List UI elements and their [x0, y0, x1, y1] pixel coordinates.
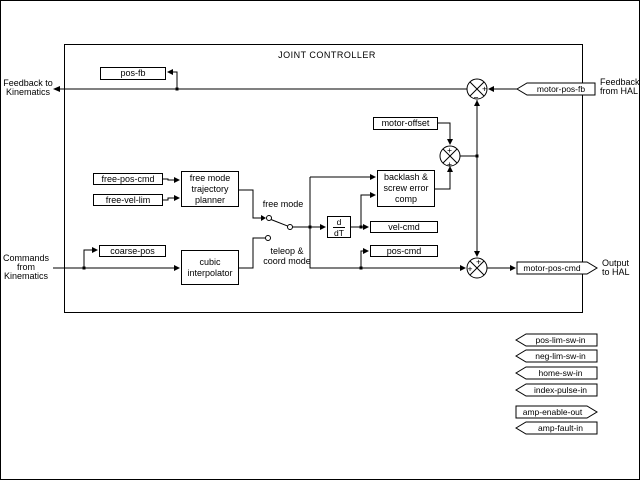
connector-lines — [53, 72, 517, 268]
mode-switch — [266, 216, 293, 241]
block-pos-cmd: pos-cmd — [370, 245, 438, 257]
summing-junction-signs — [447, 85, 487, 274]
switch-contact-free — [267, 216, 272, 221]
arrowheads — [53, 69, 516, 271]
hal-tag-motor-pos-fb: motor-pos-fb — [536, 84, 586, 94]
block-motor-offset: motor-offset — [373, 117, 438, 130]
feedback-sum-minus: − — [473, 93, 479, 102]
switch-contact-teleop — [266, 236, 271, 241]
hal-tag-home-sw-in: home-sw-in — [538, 368, 583, 378]
block-backlash-comp: backlash & screw error comp — [377, 170, 435, 207]
label-feedback-to-kinematics: Feedback to Kinematics — [3, 78, 53, 97]
block-vel-cmd: vel-cmd — [370, 221, 438, 233]
block-pos-fb: pos-fb — [100, 67, 166, 80]
hal-tag-pos-lim-sw-in: pos-lim-sw-in — [535, 335, 586, 345]
hal-tag-index-pulse-in: index-pulse-in — [534, 385, 587, 395]
hal-tag-amp-enable-out: amp-enable-out — [522, 407, 583, 417]
feedback-sum-plus: + — [482, 84, 487, 94]
label-output-to-hal: Output to HAL — [602, 258, 630, 277]
label-feedback-from-hal: Feedback from HAL — [600, 77, 640, 96]
block-trajectory-planner: free mode trajectory planner — [181, 171, 239, 207]
offset-sum-plus-bottom: + — [447, 160, 452, 169]
block-free-vel-lim: free-vel-lim — [93, 194, 163, 206]
hal-tag-neg-lim-sw-in: neg-lim-sw-in — [535, 351, 586, 361]
block-free-pos-cmd: free-pos-cmd — [93, 173, 163, 185]
label-commands-from-kinematics: Commands from Kinematics — [2, 253, 49, 281]
block-cubic-interpolator: cubic interpolator — [181, 250, 239, 285]
block-coarse-pos: coarse-pos — [99, 245, 166, 257]
label-free-mode: free mode — [262, 199, 304, 209]
diagram-title: JOINT CONTROLLER — [278, 50, 376, 60]
offset-sum-plus-top: + — [447, 146, 452, 155]
switch-wiper — [271, 220, 288, 227]
hal-tag-motor-pos-cmd: motor-pos-cmd — [523, 263, 581, 273]
derivative-denominator: dT — [334, 227, 344, 238]
label-teleop-coord-mode: teleop & coord mode — [263, 246, 311, 266]
block-derivative — [327, 216, 351, 238]
switch-pole — [288, 225, 293, 230]
output-sum-plus-left: + — [467, 264, 473, 274]
output-sum-plus-top: + — [476, 257, 481, 267]
hal-tag-shapes — [516, 83, 597, 434]
hal-tag-amp-fault-in: amp-fault-in — [538, 423, 583, 433]
derivative-numerator: d — [336, 216, 342, 227]
